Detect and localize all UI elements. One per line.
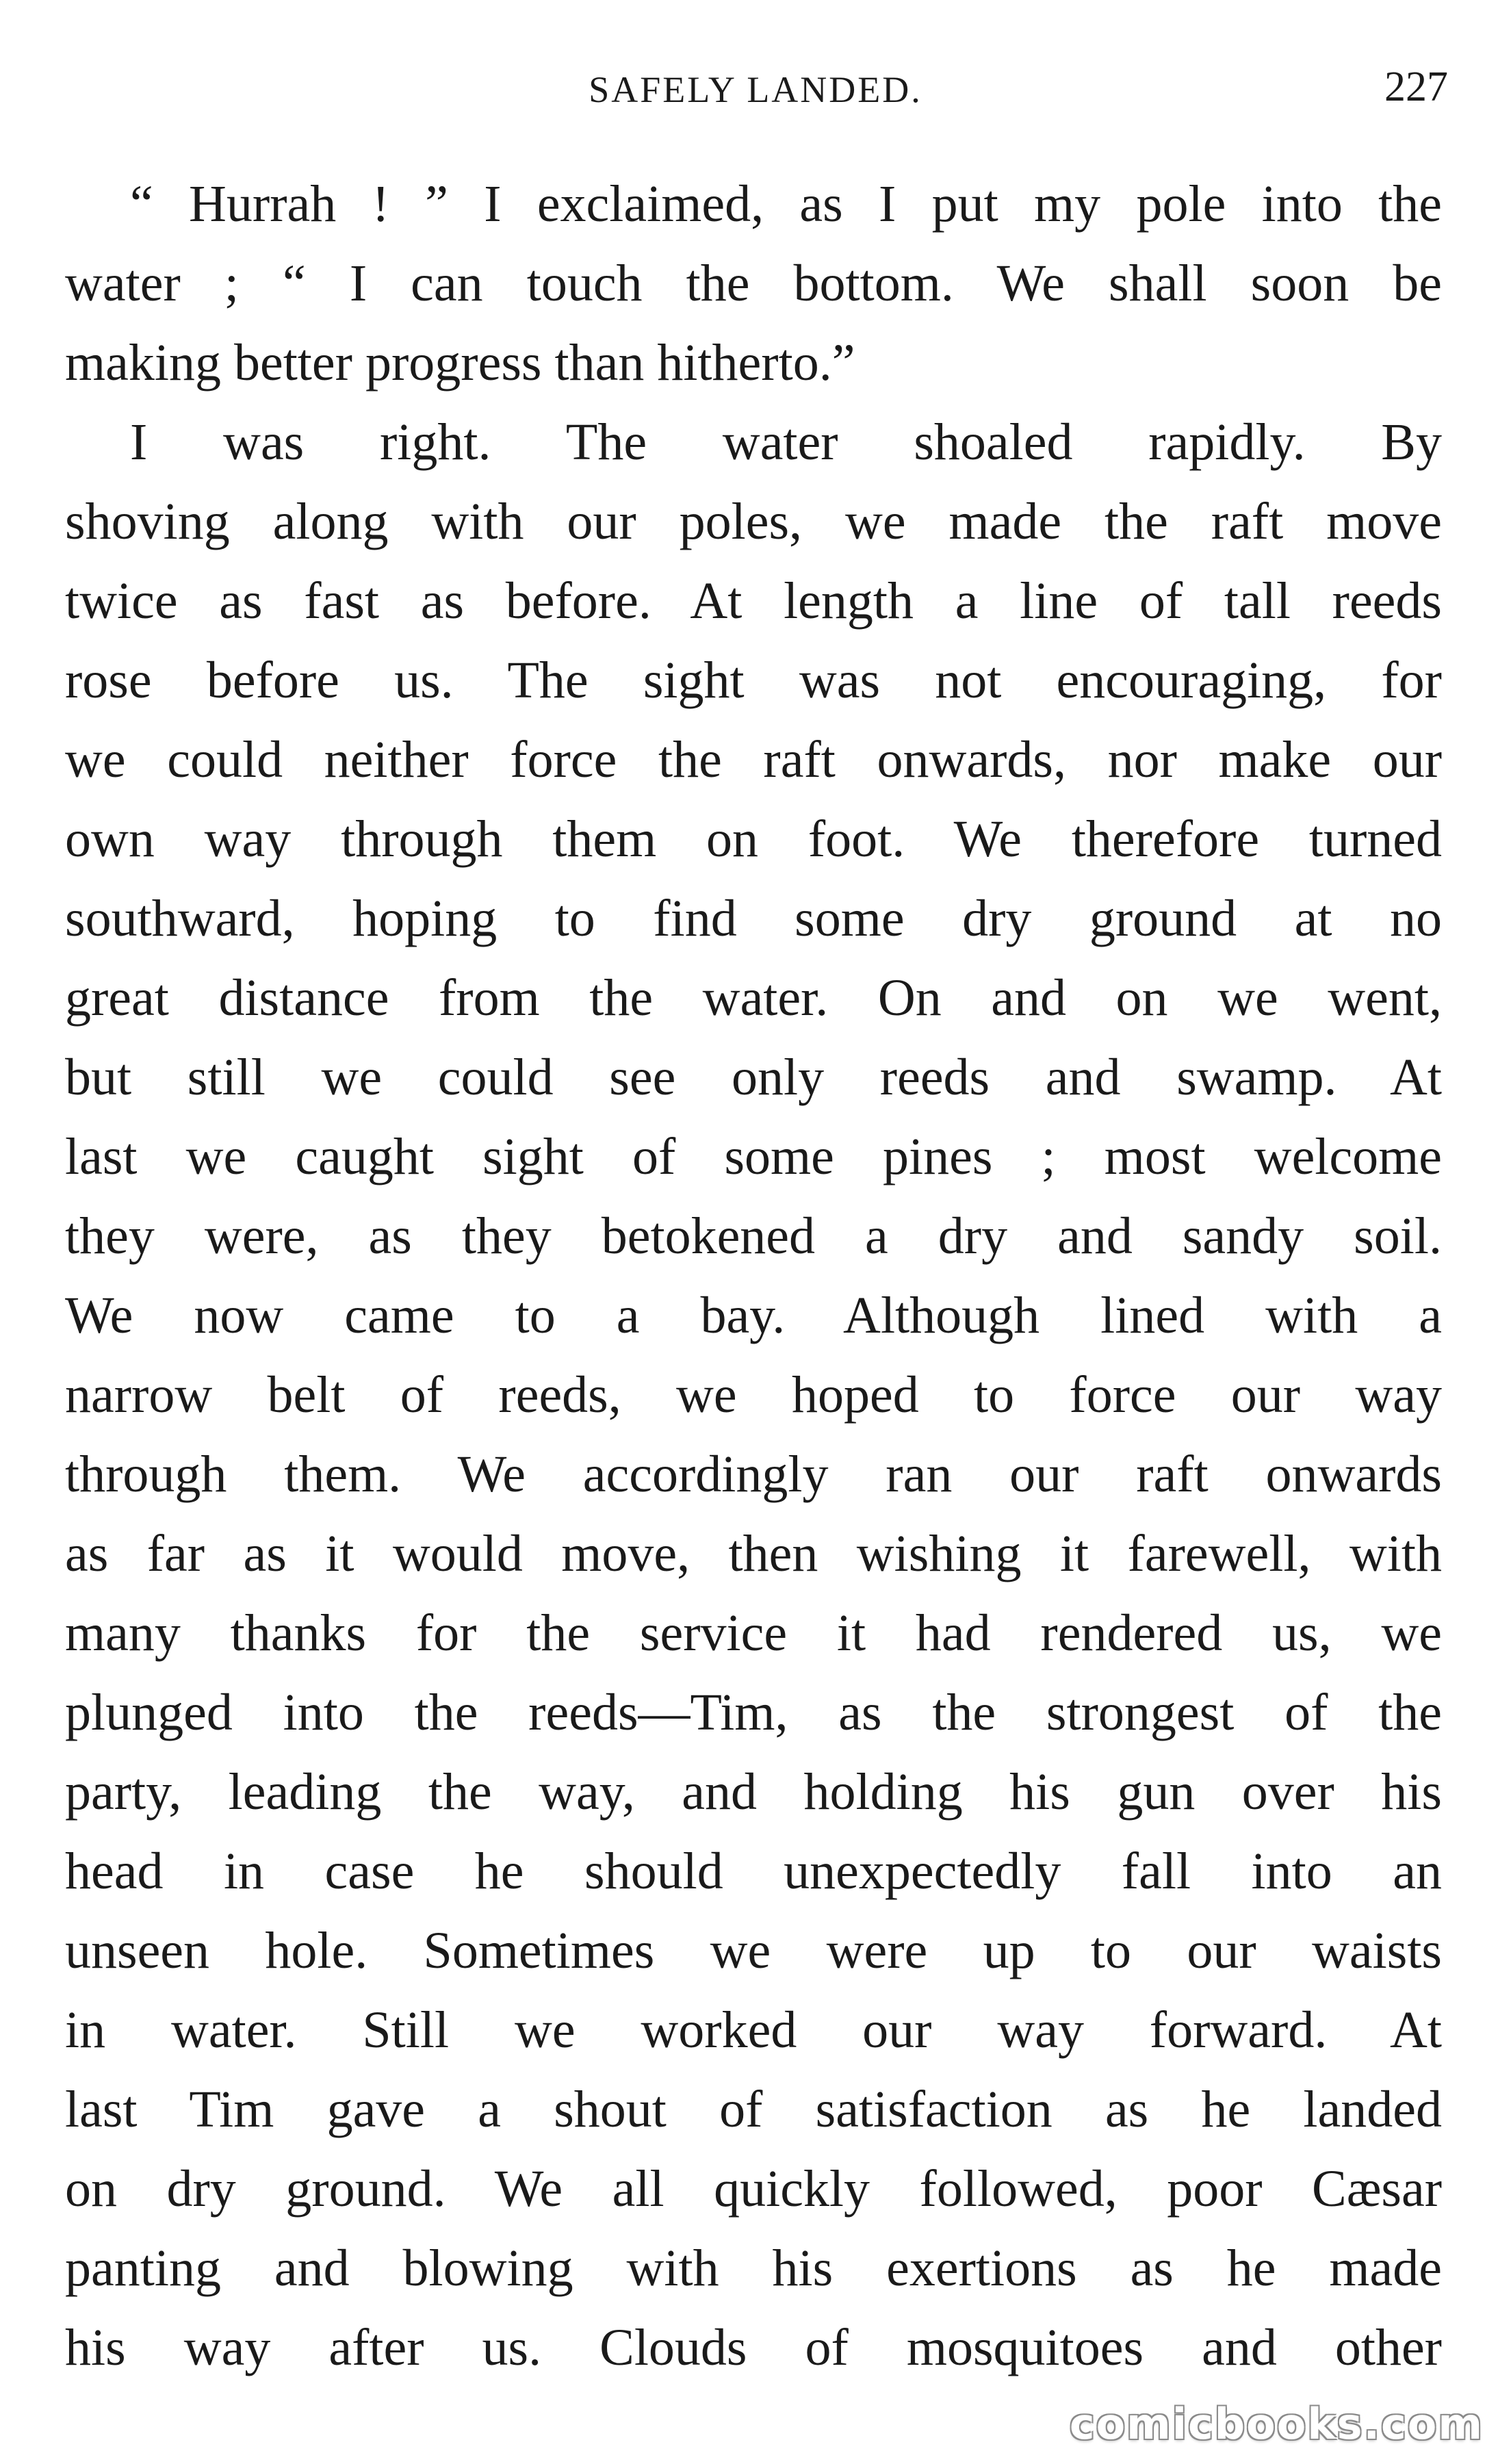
- text-line: water ; “ I can touch the bottom. We shall soon be: [65, 255, 1442, 312]
- text-line: last Tim gave a shout of satisfaction as he landed: [65, 2081, 1442, 2138]
- paragraph-2: [65, 402, 1442, 2387]
- text-line: in water. Still we worked our way forward. At: [65, 2001, 1442, 2059]
- text-line: I was right. The water shoaled rapidly. By: [130, 413, 1442, 471]
- text-line: many thanks for the service it had rendered us, we: [65, 1604, 1442, 1662]
- text-line: “ Hurrah ! ” I exclaimed, as I put my pole into the: [130, 175, 1442, 233]
- text-line: unseen hole. Sometimes we were up to our waists: [65, 1922, 1442, 1979]
- text-line: panting and blowing with his exertions as he made: [65, 2240, 1442, 2297]
- body-text: [65, 164, 1442, 2387]
- text-line: we could neither force the raft onwards, nor make our: [65, 731, 1442, 788]
- paragraph-1: [65, 164, 1442, 402]
- page-number: 227: [1384, 64, 1448, 110]
- text-line: plunged into the reeds—Tim, as the strongest of the: [65, 1684, 1442, 1741]
- text-line: but still we could see only reeds and swamp. At: [65, 1049, 1442, 1106]
- text-line: twice as fast as before. At length a line of tall reeds: [65, 572, 1442, 630]
- watermark: comicbooks.com: [1069, 2399, 1484, 2449]
- text-line: head in case he should unexpectedly fall into an: [65, 1843, 1442, 1900]
- text-line: We now came to a bay. Although lined with a: [65, 1287, 1442, 1344]
- text-line: rose before us. The sight was not encouraging, for: [65, 652, 1442, 709]
- text-line: on dry ground. We all quickly followed, poor Cæsar: [65, 2160, 1442, 2218]
- text-line: party, leading the way, and holding his gun over his: [65, 1763, 1442, 1821]
- text-line: through them. We accordingly ran our raft onwards: [65, 1446, 1442, 1503]
- running-head-title: SAFELY LANDED.: [589, 69, 922, 110]
- text-line: as far as it would move, then wishing it farewell, with: [65, 1525, 1442, 1582]
- text-line: southward, hoping to find some dry ground at no: [65, 890, 1442, 947]
- running-head: [0, 63, 1511, 118]
- text-line: making better progress than hitherto.”: [65, 334, 855, 392]
- text-line: great distance from the water. On and on we went,: [65, 969, 1442, 1027]
- text-line: his way after us. Clouds of mosquitoes and other: [65, 2319, 1442, 2376]
- text-line: shoving along with our poles, we made the raft move: [65, 493, 1442, 550]
- text-line: last we caught sight of some pines ; most welcome: [65, 1128, 1442, 1185]
- text-line: narrow belt of reeds, we hoped to force our way: [65, 1366, 1442, 1424]
- text-line: they were, as they betokened a dry and sandy soil.: [65, 1207, 1442, 1265]
- text-line: own way through them on foot. We therefore turned: [65, 810, 1442, 868]
